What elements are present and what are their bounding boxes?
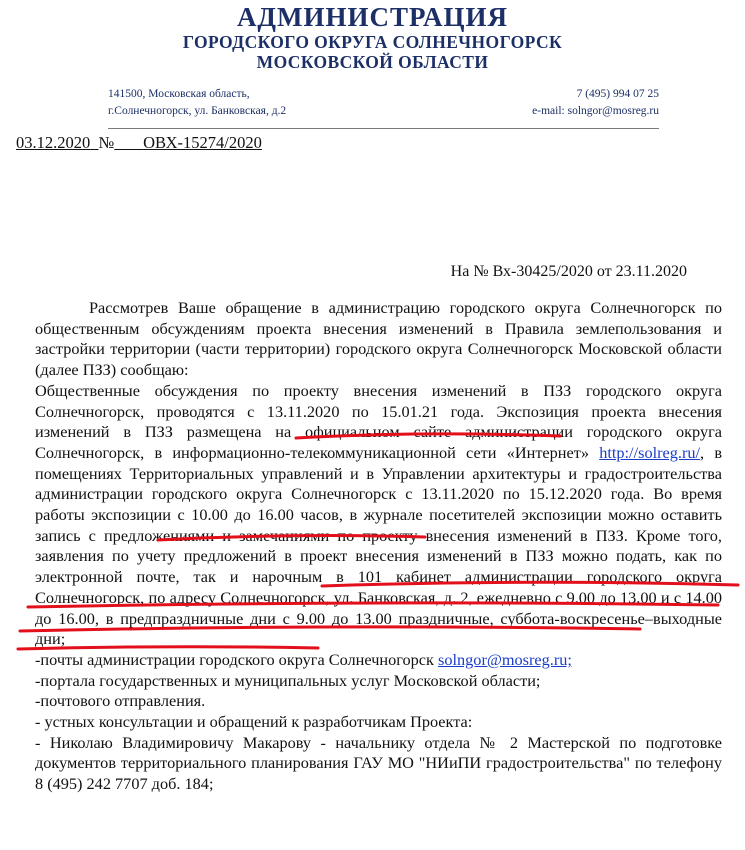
org-subtitle-1: ГОРОДСКОГО ОКРУГА СОЛНЕЧНОГОРСК [182, 32, 563, 52]
bullet-email: -почты администрации городского округа Солнечногорск solngor@mosreg.ru; [35, 649, 572, 669]
highlight-discussion-dates: 13.11.2020 по 15.01.21 года. [266, 401, 485, 421]
paragraph-main: Общественные обсуждения по проекту внесения изменений в ПЗЗ городского округа Солнечногорск, проводятся с 13.11.2020 по 15.01.21 года. Экспозиция проекта внесения изменений в ПЗЗ размещена на официальном сайте администрации городского округа Солнечногорск, в информационно-телекоммуникационной сети «Интернет» http://solreg.ru/, в помещениях Территориальных управлений и в Управлении архитектуры и градостроительства администрации городского округа Солнечногорск с 13.11.2020 по 15.12.2020 года. Во время работы экспозиции с 10.00 до 16.00 часов, в журнале посетителей экспозиции можно оставить запись с предложениями и замечаниями по проекту внесения изменений в ПЗЗ. Кроме того, заявления по учету предложений в проект внесения изменений в ПЗЗ можно подать, как по электронной почте, так и нарочным в 101 кабинет администрации городского округа Солнечногорск, по адресу Солнечногорск, ул. Банковская, д. 2, ежедневно с 9.00 до 13.00 и с 14.00 до 16.00, в предпраздничные дни с 9.00 до 13.00 праздничные, суббота-воскресенье–выходные дни; [35, 380, 723, 649]
email: e-mail: solngor@mosreg.ru [532, 105, 659, 117]
highlight-exposition-dates: с 13.11.2020 по 15.12.2020 года. [405, 484, 645, 504]
reg-number: ОВХ-15274/2020 [143, 133, 262, 152]
highlight-submission-info: внесения изменений в ПЗЗ можно подать, как по электронной почте, так и нарочным в 101 кабинет администрации городского округа Солнечногорск, по адресу Солнечногорск, ул. Банковская, д. 2, ежедневно с 9.00 до 13.00 и с 14.00 до 16.00, [35, 546, 722, 628]
site-link[interactable]: http://solreg.ru/ [599, 442, 701, 462]
org-address [108, 86, 286, 120]
reg-date: 03.12.2020 [16, 133, 91, 152]
letter-body [35, 298, 722, 795]
bullet-portal: -портала государственных и муниципальных услуг Московской области; [35, 670, 541, 690]
bullet-contact-person: - Николаю Владимировичу Макарову - начальнику отдела № 2 Мастерской по подготовке документов территориального планирования ГАУ МО "НИиПИ градостроительства" по телефону 8 (495) 242 7707 доб. 184; [35, 732, 722, 794]
org-subtitle-2: МОСКОВСКОЙ ОБЛАСТИ [256, 52, 489, 72]
email-link[interactable]: solngor@mosreg.ru; [438, 649, 572, 669]
header-divider [108, 128, 659, 129]
address-line-1: 141500, Московская область, [108, 88, 250, 100]
org-title: АДМИНИСТРАЦИЯ [236, 2, 509, 32]
reg-number-sign: № [98, 133, 115, 152]
address-line-2: г.Солнечногорск, ул. Банковская, д.2 [108, 105, 287, 117]
registration-line [16, 133, 262, 153]
reference-line: На № Вх-30425/2020 от 23.11.2020 [450, 263, 687, 280]
bullet-consultations: - устных консультации и обращений к разработчикам Проекта: [35, 712, 473, 732]
paragraph-intro: Рассмотрев Ваше обращение в администрацию городского округа Солнечногорск по общественным обсуждениям проекта внесения изменений в Правила землепользования и застройки территории (части территории) городского округа Солнечногорск Московской области (далее ПЗЗ) сообщаю: [35, 298, 722, 380]
phone: 7 (495) 994 07 25 [576, 88, 659, 100]
bullet-post: -почтового отправления. [35, 691, 206, 711]
org-contacts [532, 86, 659, 120]
